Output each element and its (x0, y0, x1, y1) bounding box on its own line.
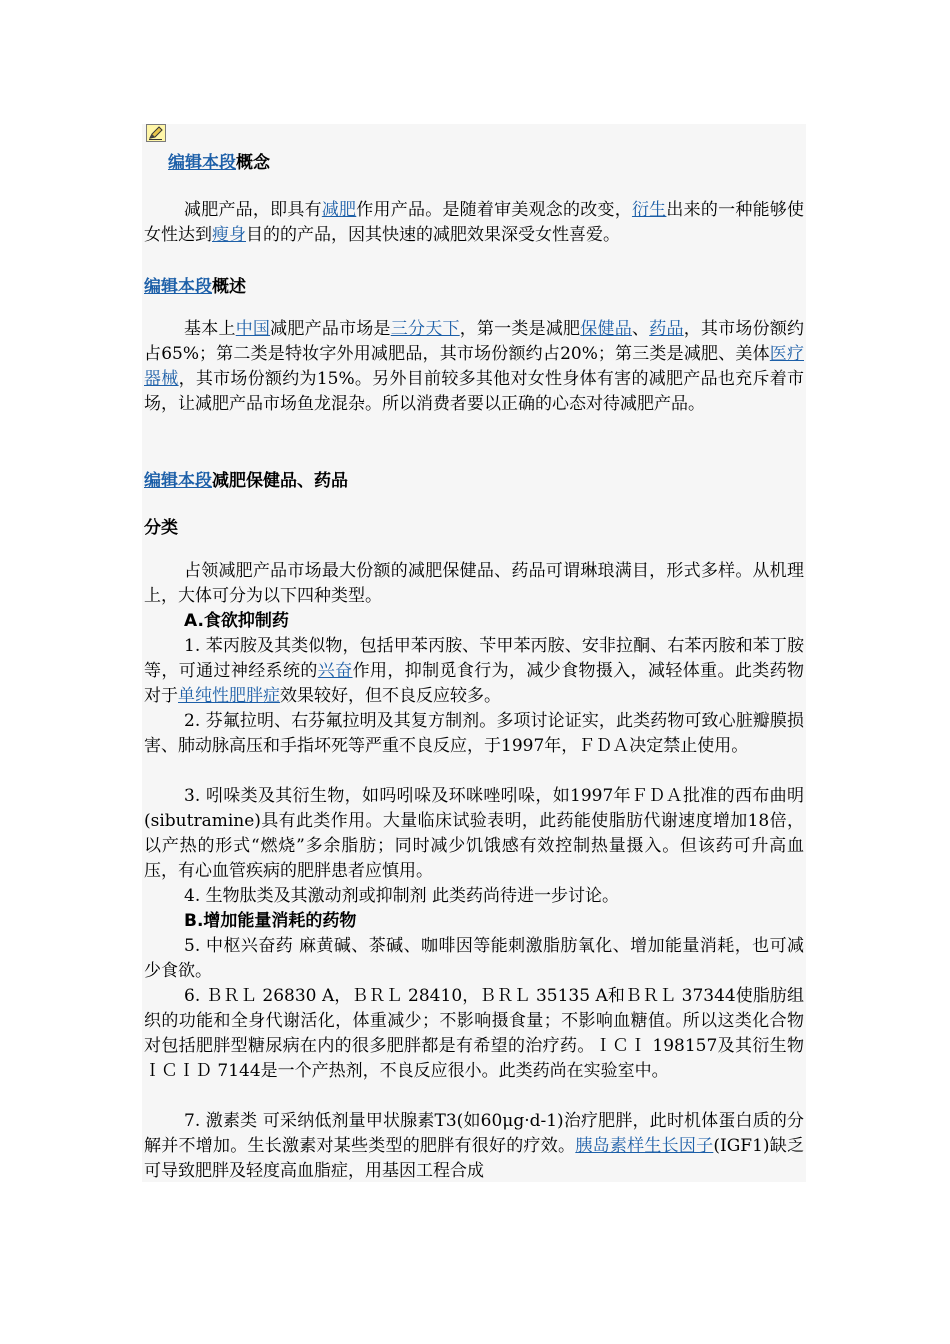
list-item: 4. 生物肽类及其激动剂或抑制剂 此类药尚待进一步讨论。 (184, 886, 620, 906)
heading-concept (168, 148, 270, 173)
link-sanfen[interactable]: 三分天下 (390, 319, 460, 339)
list-item: 6. ＢＲＬ 26830 A，ＢＲＬ 28410，ＢＲＬ 35135 A和ＢＲＬ 37344使脂肪组织的功能和全身代谢活化，体重减少；不影响摄食量；不影响血糖值。所以这类化合物对包括肥胖型糖尿病在内的很多肥胖都是有希望的治疗药。ＩＣＩ 198157及其衍生物ＩＣＩＤ 7144是一个产热剂，不良反应很小。此类药尚在实验室中。 (144, 986, 804, 1081)
edit-section-link[interactable]: 编辑本段 (168, 153, 236, 173)
link-xingfen[interactable]: 兴奋 (317, 661, 353, 681)
list-item: 1. 苯丙胺及其类似物，包括甲苯丙胺、苄甲苯丙胺、安非拉酮、右苯丙胺和苯丁胺等，可通过神经系统的兴奋作用，抑制觅食行为，减少食物摄入，减轻体重。此类药物对于单纯性肥胖症效果较好，但不良反应较多。 (144, 636, 805, 706)
edit-section-link[interactable]: 编辑本段 (144, 471, 212, 491)
heading-classification: 分类 (144, 518, 178, 538)
paragraph-overview: 基本上中国减肥产品市场是三分天下，第一类是减肥保健品、药品，其市场份额约占65%；第二类是特妆字外用减肥品，其市场份额约占20%；第三类是减肥、美体医疗器械，其市场份额约为15%。另外目前较多其他对女性身体有害的减肥产品也充斥着市场，让减肥产品市场鱼龙混杂。所以消费者要以正确的心态对待减肥产品。 (144, 319, 805, 414)
section-title: 概念 (236, 153, 270, 173)
list-item: 2. 芬氟拉明、右芬氟拉明及其复方制剂。多项讨论证实，此类药物可致心脏瓣膜损害、肺动脉高压和手指坏死等严重不良反应，于1997年，ＦＤＡ决定禁止使用。 (144, 711, 804, 756)
section-title: 概述 (212, 277, 246, 297)
list-item: 5. 中枢兴奋药 麻黄碱、茶碱、咖啡因等能刺激脂肪氧化、增加能量消耗，也可减少食欲。 (144, 936, 804, 981)
link-china[interactable]: 中国 (235, 319, 271, 339)
group-b-heading: B.增加能量消耗的药物 (184, 911, 357, 931)
link-yaopin[interactable]: 药品 (649, 319, 684, 339)
link-baojianpin[interactable]: 保健品 (580, 319, 632, 339)
group-a-heading: A.食欲抑制药 (184, 611, 289, 631)
paragraph-intro: 占领减肥产品市场最大份额的减肥保健品、药品可谓琳琅满目，形式多样。从机理上，大体可分为以下四种类型。 (144, 561, 804, 606)
heading-overview (144, 272, 246, 297)
list-item: 3. 吲哚类及其衍生物，如吗吲哚及环咪唑吲哚，如1997年ＦＤＡ批准的西布曲明(sibutramine)具有此类作用。大量临床试验表明，此药能使脂肪代谢速度增加18倍，以产热的形式“燃烧”多余脂肪；同时减少饥饿感有效控制热量摄入。但该药可升高血压，有心血管疾病的肥胖患者应慎用。 (144, 786, 804, 881)
paragraph-concept: 减肥产品，即具有减肥作用产品。是随着审美观念的改变，衍生出来的一种能够使女性达到瘦身目的的产品，因其快速的减肥效果深受女性喜爱。 (144, 200, 805, 245)
link-jianfei[interactable]: 减肥 (321, 200, 357, 220)
article-panel (142, 124, 806, 1182)
link-yiliaoqixie[interactable]: 医疗器械 (144, 344, 804, 389)
link-danchunxing[interactable]: 单纯性肥胖症 (178, 686, 280, 706)
link-yansheng[interactable]: 衍生 (631, 200, 667, 220)
heading-drugs (144, 466, 348, 491)
edit-icon[interactable] (146, 124, 166, 142)
link-shoushen[interactable]: 瘦身 (212, 225, 246, 245)
list-item: 7. 激素类 可采纳低剂量甲状腺素T3(如60μg·d-1)治疗肥胖，此时机体蛋白质的分解并不增加。生长激素对某些类型的肥胖有很好的疗效。胰岛素样生长因子(IGF1)缺乏可导致肥胖及轻度高血脂症，用基因工程合成 (144, 1111, 805, 1181)
edit-section-link[interactable]: 编辑本段 (144, 277, 212, 297)
section-title: 减肥保健品、药品 (212, 471, 348, 491)
link-igf[interactable]: 胰岛素样生长因子 (575, 1136, 714, 1156)
